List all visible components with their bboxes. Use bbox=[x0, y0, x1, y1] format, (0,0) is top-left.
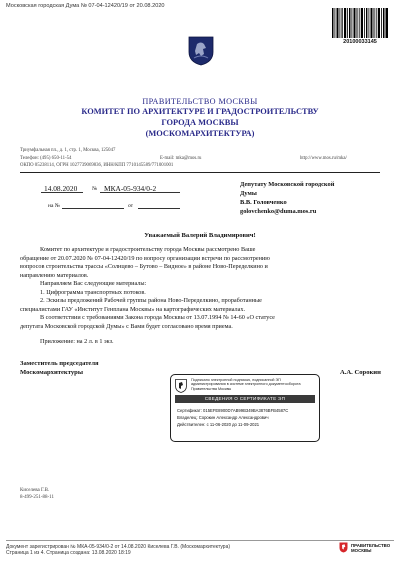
committee-abbreviation: (МОСКОМАРХИТЕКТУРА) bbox=[145, 129, 255, 138]
recipient-name: В.В. Головченко bbox=[240, 199, 287, 206]
sig-notice-line1: Подписано электронной подписью, подписанной ЭП bbox=[191, 378, 281, 382]
attachment-note: Приложение: на 2 л. в 1 экз. bbox=[40, 338, 114, 345]
reference-from-label: от bbox=[128, 203, 134, 209]
committee-name-line2: ГОРОДА МОСКВЫ bbox=[161, 118, 239, 127]
number-label: № bbox=[92, 186, 98, 192]
email: E-mail: mka@mos.ru bbox=[160, 156, 202, 161]
barcode-number: 20100033145 bbox=[343, 39, 377, 45]
valid-value: с 11-06-2020 до 11-09-2021 bbox=[206, 422, 260, 427]
header-divider bbox=[20, 172, 380, 173]
signatory-title-line1: Заместитель председателя bbox=[20, 360, 99, 367]
signatory-title-line2: Москомархитектуры bbox=[20, 369, 83, 376]
address: Триумфальная пл., д. 1, стр. 1, Москва, 125047 bbox=[20, 148, 116, 153]
footer-logo-line1: ПРАВИТЕЛЬСТВО bbox=[351, 543, 391, 548]
body-line-1: Комитет по архитектуре и градостроительству города Москвы рассмотрено Ваше bbox=[40, 246, 256, 253]
body-line-9: В соответствии с требованиями Закона города Москвы от 13.07.1994 № 14-60 «О статусе bbox=[40, 314, 275, 321]
body-line-10: депутата Московской городской Думы» с Вами будет согласовано время приема. bbox=[20, 322, 233, 330]
recipient-position-line2: Думы bbox=[240, 190, 257, 197]
body-line-5: Направляем Вас следующие материалы: bbox=[40, 280, 147, 287]
sig-notice-line2: администрирования в системе электронного документооборота bbox=[191, 382, 301, 387]
website: http://www.mos.ru/mka/ bbox=[300, 156, 347, 161]
executor-name: Киселева Г.В. bbox=[20, 488, 50, 493]
electronic-signature-stamp bbox=[170, 374, 320, 442]
sig-certificate-header: СВЕДЕНИЯ О СЕРТИФИКАТЕ ЭП bbox=[175, 395, 315, 403]
letter-date: 14.08.2020 bbox=[44, 184, 78, 193]
moscow-coat-of-arms-icon bbox=[188, 36, 214, 66]
salutation: Уважаемый Валерий Владимирович! bbox=[144, 232, 256, 239]
body-line-6: 1. Цифрограмма транспортных потоков. bbox=[40, 288, 146, 296]
cert-label: Сертификат: bbox=[177, 408, 202, 413]
barcode bbox=[332, 8, 388, 38]
footer-line2: Страница 1 из 4. Страница создана: 13.08.2020 18:19 bbox=[6, 550, 131, 556]
reference-label: на № bbox=[48, 203, 61, 209]
sig-notice-line3: Правительства Москвы bbox=[191, 386, 232, 391]
recipient-position-line1: Депутату Московской городской bbox=[240, 181, 335, 188]
body-line-4: направлению материалов. bbox=[20, 271, 89, 279]
body-line-8: специалистами ГАУ «Институт Генплана Москвы» на картографических материалах. bbox=[20, 305, 246, 313]
footer-line1: Документ зарегистрирован № МКА-05-934/0-2 от 14.08.2020 Киселева Г.В. (Москомархитектура) bbox=[6, 544, 231, 550]
cert-value: 015EFE8900D7AB99B349BA3876BFB4587C bbox=[203, 408, 289, 413]
government-name: ПРАВИТЕЛЬСТВО МОСКВЫ bbox=[142, 97, 258, 106]
body-line-7: 2. Эскизы предложений Рабочей группы района Ново-Переделкино, проработанные bbox=[40, 297, 262, 304]
incoming-registration-header: Московская городская Дума № 07-04-12420/19 от 20.08.2020 bbox=[6, 3, 165, 9]
body-line-2: обращение от 20.07.2020 № 07-04-12420/19 по вопросу организации встречи по рассмотрению bbox=[20, 254, 270, 262]
letter-number: МКА-05-934/0-2 bbox=[104, 184, 157, 193]
signatory-name: А.А. Сорокин bbox=[340, 369, 381, 376]
recipient-email: golovchenko@duma.mos.ru bbox=[240, 208, 317, 215]
moscow-government-logo-icon bbox=[339, 542, 348, 553]
owner-label: Владелец: bbox=[177, 415, 198, 420]
phone: Телефон: (495) 650-11-54 bbox=[20, 156, 72, 161]
footer-logo-text bbox=[351, 543, 390, 553]
executor-phone: 8-499-251-88-11 bbox=[20, 495, 54, 500]
footer-registration-info bbox=[6, 544, 230, 556]
date-underline bbox=[41, 184, 83, 193]
coat-of-arms-small-icon bbox=[175, 379, 187, 393]
valid-label: Действителен: bbox=[177, 422, 206, 427]
registration-codes: ОКПО 05238114, ОГРН 1027739069836, ИНН/КПП 7710145589/771001001 bbox=[20, 163, 174, 168]
footer-divider bbox=[6, 540, 394, 541]
reference-number-line bbox=[62, 200, 124, 209]
reference-date-line bbox=[138, 200, 180, 209]
body-line-3: вопросов строительства трассы «Солнцево – Бутово – Видное» в районе Ново-Переделкино и bbox=[20, 263, 268, 270]
number-underline bbox=[100, 184, 180, 193]
owner-value: Сорокин Александр Александрович bbox=[198, 415, 269, 420]
committee-name-line1: КОМИТЕТ ПО АРХИТЕКТУРЕ И ГРАДОСТРОИТЕЛЬСТВУ bbox=[81, 107, 319, 116]
footer-logo-line2: МОСКВЫ bbox=[351, 548, 372, 553]
